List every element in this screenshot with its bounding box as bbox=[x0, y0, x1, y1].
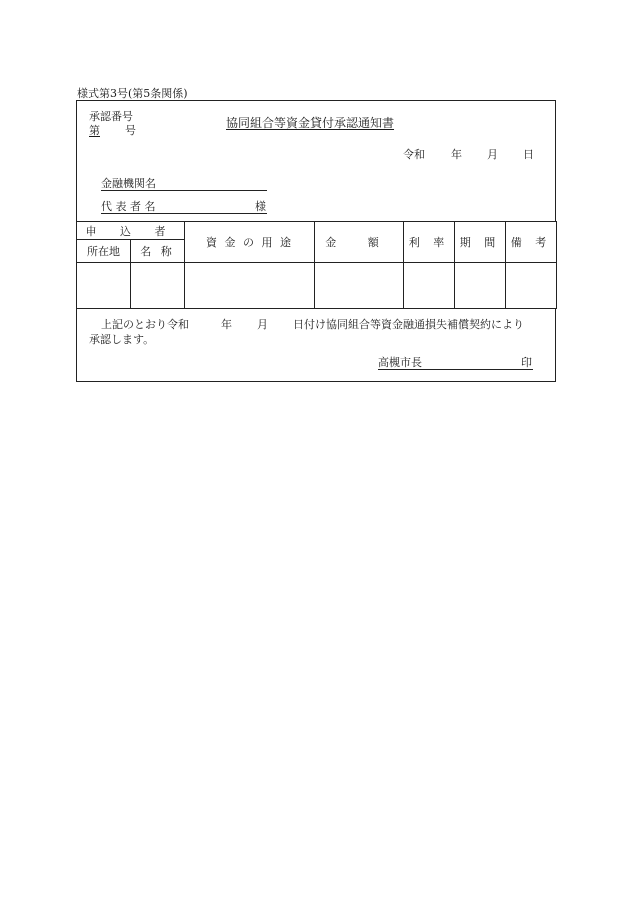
period-cell bbox=[455, 263, 506, 309]
rate-header: 利 率 bbox=[404, 222, 455, 263]
signature-line bbox=[378, 369, 533, 370]
representative-name-label: 代 表 者 名 bbox=[101, 200, 156, 213]
name-header: 名 称 bbox=[131, 240, 185, 263]
amount-cell bbox=[315, 263, 404, 309]
approval-number-label: 承認番号 bbox=[89, 110, 133, 123]
purpose-cell bbox=[185, 263, 315, 309]
statement-year-unit: 年 bbox=[221, 318, 232, 331]
date-month-unit: 月 bbox=[487, 148, 498, 161]
address-cell bbox=[77, 263, 131, 309]
purpose-header: 資 金 の 用 途 bbox=[185, 222, 315, 263]
rate-cell bbox=[404, 263, 455, 309]
statement-suffix: 日付け協同組合等資金融通損失補償契約により bbox=[293, 318, 524, 331]
loan-details-table bbox=[76, 221, 557, 309]
remarks-header: 備 考 bbox=[506, 222, 557, 263]
period-header: 期 間 bbox=[455, 222, 506, 263]
date-era: 令和 bbox=[403, 148, 425, 161]
name-cell bbox=[131, 263, 185, 309]
statement-prefix: 上記のとおり令和 bbox=[101, 318, 189, 331]
form-number-label: 様式第3号(第5条関係) bbox=[77, 87, 188, 100]
statement-line2: 承認します。 bbox=[89, 333, 155, 346]
statement-month-unit: 月 bbox=[257, 318, 268, 331]
representative-name-line bbox=[101, 213, 267, 214]
seal-mark: 印 bbox=[521, 356, 532, 369]
date-year-unit: 年 bbox=[451, 148, 462, 161]
approval-number-suffix: 号 bbox=[125, 124, 136, 137]
document-title: 協同組合等資金貸付承認通知書 bbox=[226, 116, 395, 130]
mayor-label: 高槻市長 bbox=[378, 356, 422, 369]
honorific: 様 bbox=[255, 200, 266, 213]
institution-name-line bbox=[101, 190, 267, 191]
applicant-header: 申 込 者 bbox=[77, 222, 185, 240]
remarks-cell bbox=[506, 263, 557, 309]
amount-header: 金 額 bbox=[315, 222, 404, 263]
institution-name-label: 金融機関名 bbox=[101, 177, 156, 190]
approval-number-field bbox=[89, 124, 136, 137]
approval-number-prefix: 第 bbox=[89, 124, 100, 137]
address-header: 所在地 bbox=[77, 240, 131, 263]
date-day-unit: 日 bbox=[523, 148, 534, 161]
approval-statement-box bbox=[76, 309, 556, 382]
notice-header-box bbox=[76, 100, 556, 222]
